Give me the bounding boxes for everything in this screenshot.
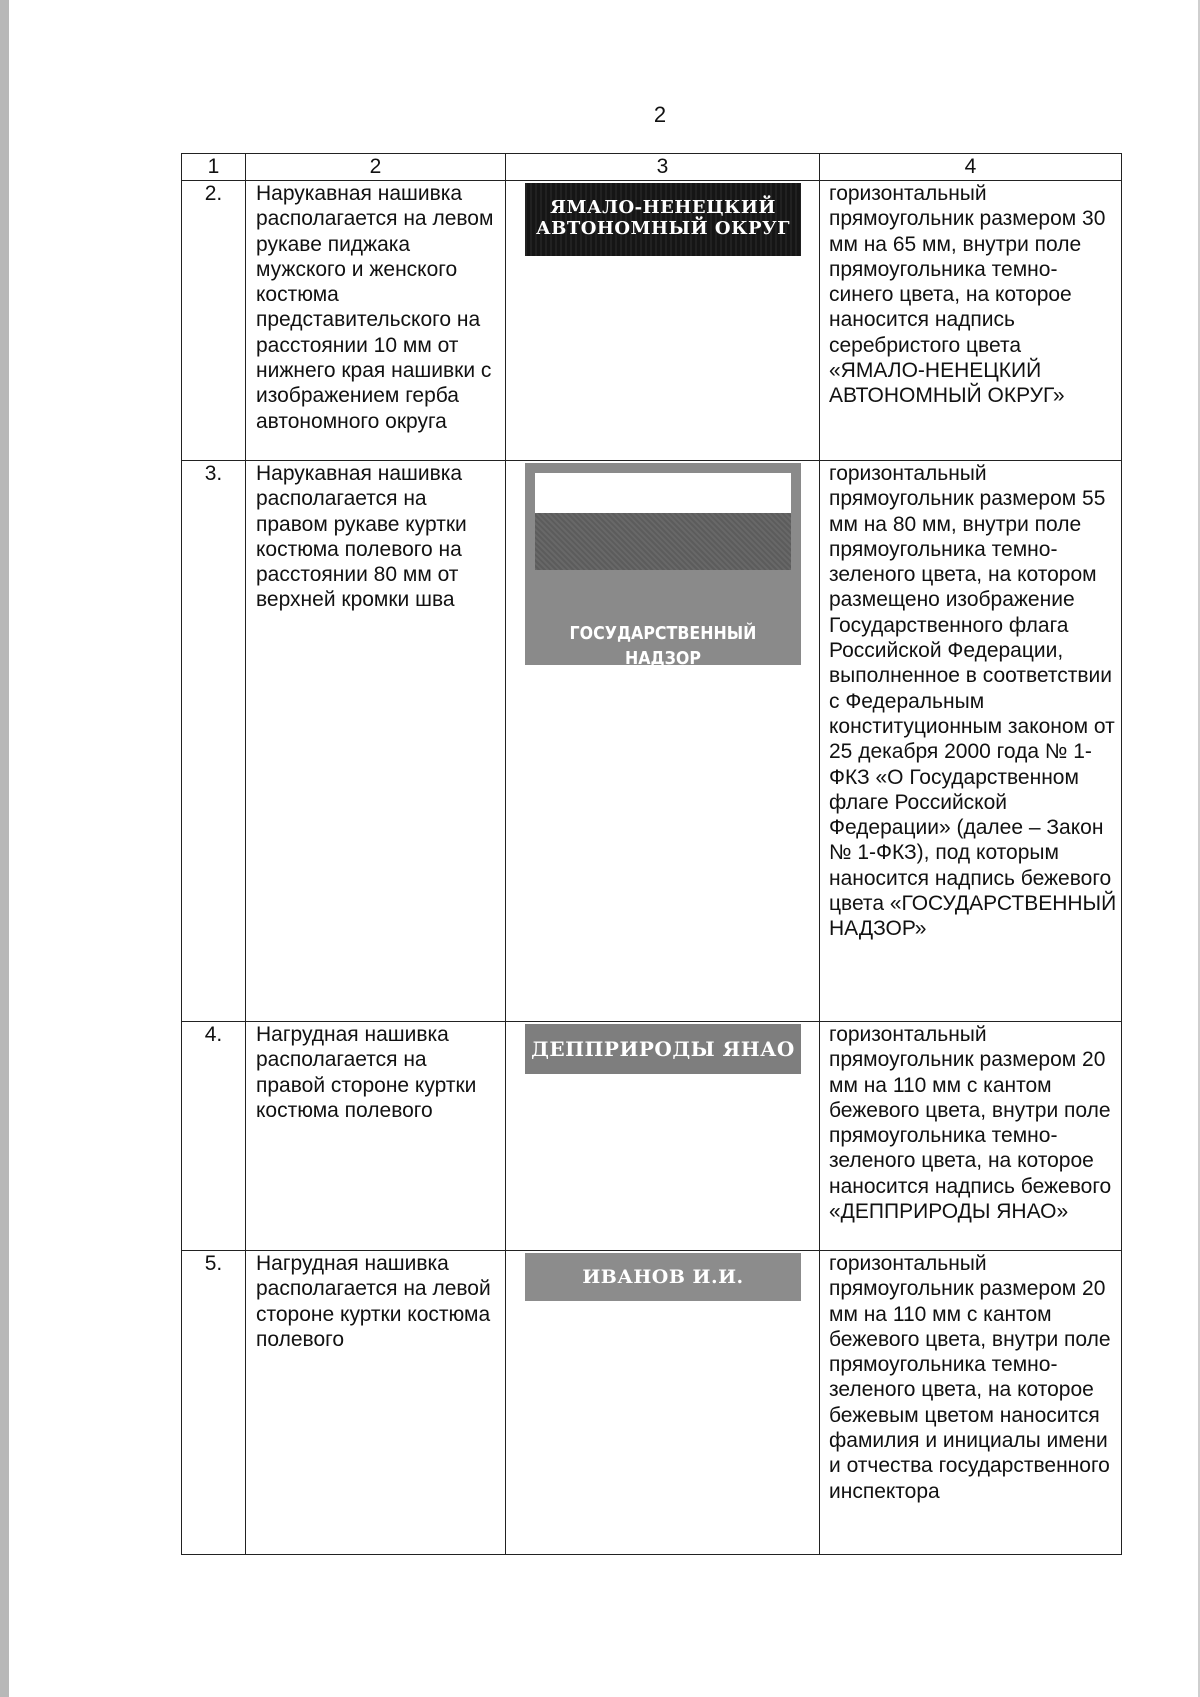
patch-image-cell	[506, 1251, 820, 1555]
header-cell-4: 4	[820, 154, 1122, 181]
patch-text-line: ДЕППРИРОДЫ ЯНАО	[531, 1037, 795, 1061]
placement-description: Нагрудная нашивка располагается на левой стороне куртки костюма полевого	[246, 1251, 506, 1555]
page-number: 2	[653, 102, 667, 127]
table-row	[182, 1251, 1122, 1555]
patch-image-cell	[506, 461, 820, 1022]
patch-specification-table	[181, 153, 1122, 1555]
placement-description: Нарукавная нашивка располагается на правом рукаве куртки костюма полевого на расстоянии 80 мм от верхней кромки шва	[246, 461, 506, 1022]
header-cell-2: 2	[246, 154, 506, 181]
flag-blue-stripe	[535, 513, 791, 570]
table-row	[182, 1022, 1122, 1251]
patch-text-line: ГОСУДАРСТВЕННЫЙ НАДЗОР	[569, 623, 757, 670]
header-cell-1: 1	[182, 154, 246, 181]
placement-description: Нагрудная нашивка располагается на правой стороне куртки костюма полевого	[246, 1022, 506, 1251]
row-number: 4.	[182, 1022, 246, 1251]
table-header-row	[182, 154, 1122, 181]
patch-specification: горизонтальный прямоугольник размером 20 мм на 110 мм с кантом бежевого цвета, внутри поле прямоугольника темно-зеленого цвета, на которое бежевым цветом наносится фамилия и инициалы имени и отчества государственного инспектора	[820, 1251, 1122, 1555]
patch-image-cell	[506, 181, 820, 461]
patch-text-line: ЯМАЛО-НЕНЕЦКИЙ	[550, 197, 776, 218]
header-cell-3: 3	[506, 154, 820, 181]
patch-specification: горизонтальный прямоугольник размером 20 мм на 110 мм с кантом бежевого цвета, внутри поле прямоугольника темно-зеленого цвета, на которое наносится надпись бежевого «ДЕППРИРОДЫ ЯНАО»	[820, 1022, 1122, 1251]
patch-image-depprirody-yanao	[525, 1024, 801, 1074]
patch-text-line: ИВАНОВ И.И.	[582, 1266, 744, 1288]
table-row	[182, 181, 1122, 461]
patch-specification: горизонтальный прямоугольник размером 30 мм на 65 мм, внутри поле прямоугольника темно-синего цвета, на которое наносится надпись серебристого цвета «ЯМАЛО-НЕНЕЦКИЙ АВТОНОМНЫЙ ОКРУГ»	[820, 181, 1122, 461]
row-number: 3.	[182, 461, 246, 1022]
patch-image-state-supervision-flag	[525, 463, 801, 670]
row-number: 2.	[182, 181, 246, 461]
patch-image-cell	[506, 1022, 820, 1251]
flag-white-stripe	[535, 473, 791, 514]
scan-edge-left	[0, 0, 9, 1697]
patch-image-yamal-nenets-okrug	[525, 183, 801, 256]
row-number: 5.	[182, 1251, 246, 1555]
placement-description: Нарукавная нашивка располагается на левом рукаве пиджака мужского и женского костюма представительского на расстоянии 10 мм от нижнего края нашивки с изображением герба автономного округа	[246, 181, 506, 461]
table-row	[182, 461, 1122, 1022]
patch-image-name-badge	[525, 1253, 801, 1301]
patch-specification: горизонтальный прямоугольник размером 55 мм на 80 мм, внутри поле прямоугольника темно-зеленого цвета, на котором размещено изображение Государственного флага Российской Федерации, выполненное в соответствии с Федеральным конституционным законом от 25 декабря 2000 года № 1-ФКЗ «О Государственном флаге Российской Федерации» (далее – Закон № 1-ФКЗ), под которым наносится надпись бежевого цвета «ГОСУДАРСТВЕННЫЙ НАДЗОР»	[820, 461, 1122, 1022]
patch-text-line: АВТОНОМНЫЙ ОКРУГ	[535, 218, 791, 239]
